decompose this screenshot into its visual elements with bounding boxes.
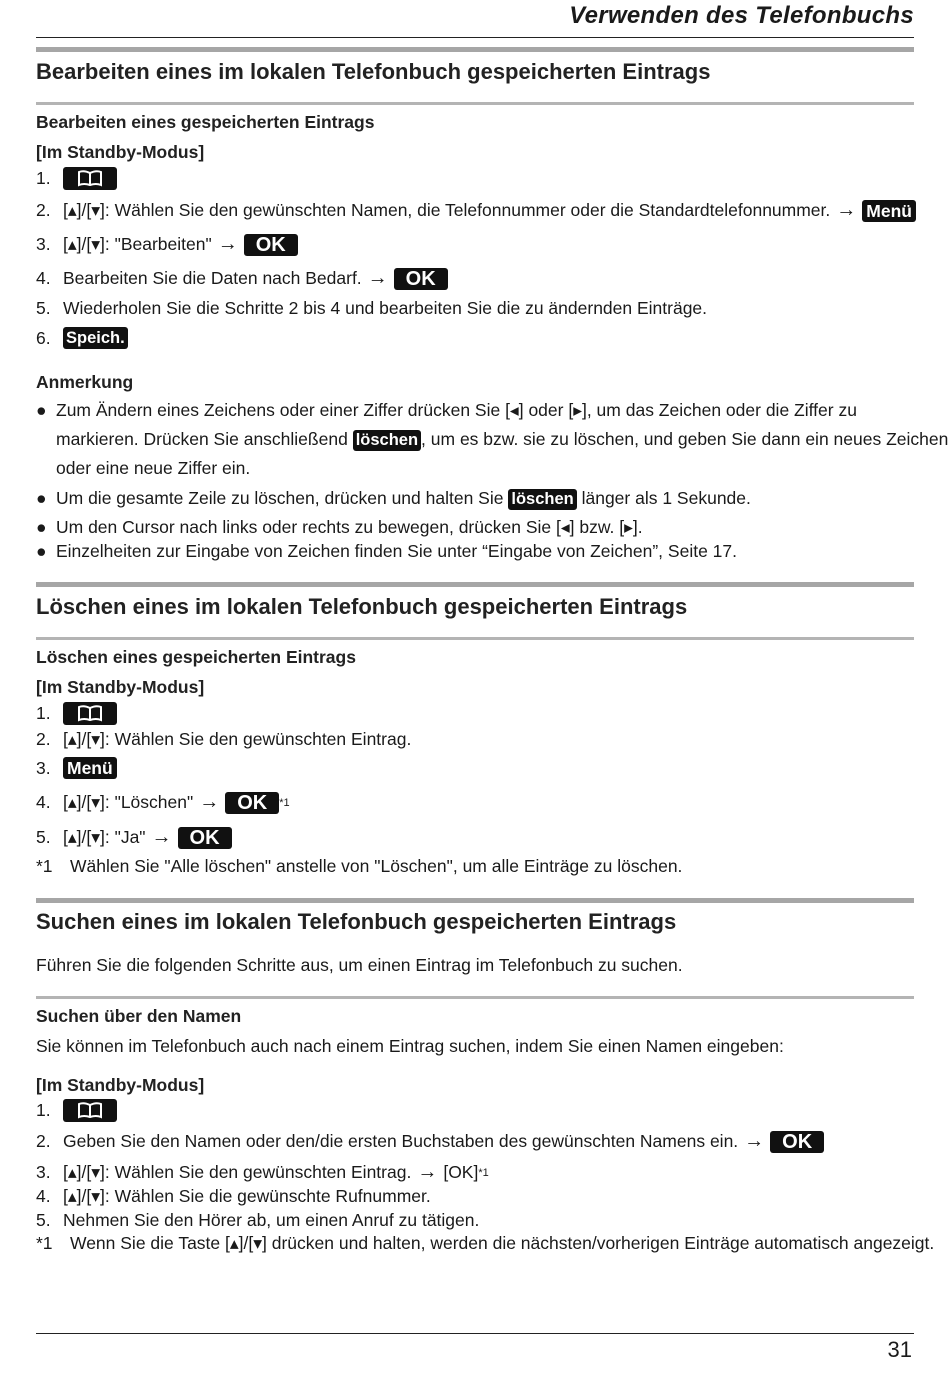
subsection-intro: Sie können im Telefonbuch auch nach einem Eintrag suchen, indem Sie einen Namen eingeben: <box>36 1036 784 1056</box>
subsection-title-delete: Löschen eines gespeicherten Eintrags <box>36 647 356 667</box>
step-4: 4. [▴]/[▾]: Wählen Sie die gewünschte Rufnummer. <box>36 1186 431 1206</box>
subsection-rule <box>36 637 914 640</box>
step-1: 1. <box>36 1099 117 1122</box>
step-3: 3. Menü <box>36 757 117 779</box>
section-title-edit: Bearbeiten eines im lokalen Telefonbuch gespeicherten Eintrags <box>36 59 711 84</box>
ok-key[interactable]: OK <box>178 827 232 849</box>
bullet-icon: ● <box>36 488 47 508</box>
footnote-ref: *1 <box>478 1166 489 1179</box>
step-4: 4. [▴]/[▾]: "Löschen" → OK *1 <box>36 791 290 814</box>
step-5: 5. Nehmen Sie den Hörer ab, um einen Anruf zu tätigen. <box>36 1210 480 1230</box>
ok-key[interactable]: OK <box>394 268 448 290</box>
step-1: 1. <box>36 702 117 725</box>
step-2: 2. Geben Sie den Namen oder den/die ersten Buchstaben des gewünschten Namens ein. → OK <box>36 1130 824 1153</box>
right-arrow-icon: → <box>151 826 172 848</box>
section-title-delete: Löschen eines im lokalen Telefonbuch gespeicherten Eintrags <box>36 594 688 619</box>
right-arrow-icon: → <box>217 233 238 255</box>
phonebook-icon[interactable] <box>63 1099 117 1122</box>
step-4: 4. Bearbeiten Sie die Daten nach Bedarf. → OK <box>36 267 448 290</box>
step-1: 1. <box>36 167 117 190</box>
step-3: 3. [▴]/[▾]: Wählen Sie den gewünschten Eintrag. → [OK] *1 <box>36 1161 489 1183</box>
delete-key[interactable]: löschen <box>508 489 576 510</box>
step-6: 6. Speich. <box>36 327 128 349</box>
section-intro: Führen Sie die folgenden Schritte aus, um einen Eintrag im Telefonbuch zu suchen. <box>36 955 683 975</box>
header-rule <box>36 37 914 38</box>
step-5: 5. Wiederholen Sie die Schritte 2 bis 4 und bearbeiten Sie die zu ändernden Einträge. <box>36 298 708 318</box>
manual-page: Verwenden des Telefonbuchs Bearbeiten eines im lokalen Telefonbuch gespeicherten Eintrags Bearbeiten eines gespeicherten Eintrags [Im Standby-Modus] 1. 2. [▴]/[▾]: Wählen Sie den gewünschten Namen, die Telefonnummer oder die Standardtelefonnummer. → Menü 3. [▴]/[▾]: "Bearbeiten" → OK 4. Bearbeiten Sie die Daten nach Bedarf. → OK 5. Wiederholen Sie die Schritte 2 bis 4 und bearbeiten Sie die zu ändernden Einträge. 6. Speich. Anmerkung ● Zum Ändern eines Zeichens oder einer Ziffer drücken Sie [◂] oder [▸], um das Zeichen oder die Ziffer zu markieren. Drücken Sie anschließend löschen , um es bzw. sie zu löschen, und geben Sie dann ein neues Zeichen oder eine neue Ziffer ein. ● Um die gesamte Zeile zu löschen, drücken und halten Sie löschen länger als 1 Sekunde. ● Um den Cursor nach links oder rechts zu bewegen, drücken Sie [◂] bzw. [▸]. ● Einzelheiten zur Eingabe von Zeichen finden Sie unter “Eingabe von Zeichen”, Seite 17. Löschen eines im lokalen Telefonbuch gespeicherten Eintrags Löschen eines gespeicherten Eintrags [Im Standby-Modus] 1. 2. [▴]/[▾]: Wählen Sie den gewünschten Eintrag. 3. Menü 4. [▴]/[▾]: "Löschen" → OK *1 5. [▴]/[▾]: "Ja" → OK *1 Wählen Sie "Alle löschen" anstelle von "Löschen", um alle Einträge zu löschen. Suchen eines im lokalen Telefonbuch gespeicherten Eintrags Führen Sie die folgenden Schritte aus, um einen Eintrag im Telefonbuch zu suchen. Suchen über den Namen Sie können im Telefonbuch auch nach einem Eintrag suchen, indem Sie einen Namen eingeben: [Im Standby-Modus] 1. 2. Geben Sie den Namen oder den/die ersten Buchstaben des gewünschten Namens ein. → OK 3. [▴]/[▾]: Wählen Sie den gewünschten Eintrag. → [OK] *1 4. [▴]/[▾]: Wählen Sie die gewünschte Rufnummer. 5. Nehmen Sie den Hörer ab, um einen Anruf zu tätigen. *1 Wenn Sie die Taste [▴]/[▾] drücken und halten, werden die nächsten/vorherigen Einträge automatisch angezeigt. 31 <box>36 2 949 1362</box>
step-2: 2. [▴]/[▾]: Wählen Sie den gewünschten Namen, die Telefonnummer oder die Standardtelefonnummer. → Menü <box>36 199 916 222</box>
menu-key[interactable]: Menü <box>862 200 916 222</box>
subsection-rule <box>36 996 914 999</box>
standby-mode-label: [Im Standby-Modus] <box>36 677 205 697</box>
save-key[interactable]: Speich. <box>63 327 128 349</box>
ok-key[interactable]: OK <box>244 234 298 256</box>
ok-key[interactable]: OK <box>225 792 279 814</box>
bullet-icon: ● <box>36 541 47 561</box>
subsection-title-edit: Bearbeiten eines gespeicherten Eintrags <box>36 112 375 132</box>
page-header-title: Verwenden des Telefonbuchs <box>569 2 914 29</box>
standby-mode-label: [Im Standby-Modus] <box>36 1075 205 1095</box>
section-rule <box>36 898 914 903</box>
section-rule <box>36 47 914 52</box>
footnote: *1 Wählen Sie "Alle löschen" anstelle von "Löschen", um alle Einträge zu löschen. <box>36 856 683 876</box>
phonebook-icon[interactable] <box>63 167 117 190</box>
footer-rule <box>36 1333 914 1334</box>
delete-key[interactable]: löschen <box>353 430 421 451</box>
page-number: 31 <box>887 1337 912 1362</box>
section-rule <box>36 582 914 587</box>
ok-key[interactable]: OK <box>770 1131 824 1153</box>
step-3: 3. [▴]/[▾]: "Bearbeiten" → OK <box>36 233 298 256</box>
note-title: Anmerkung <box>36 372 134 392</box>
bullet-icon: ● <box>36 517 47 537</box>
phonebook-icon[interactable] <box>63 702 117 725</box>
footnote: *1 Wenn Sie die Taste [▴]/[▾] drücken und halten, werden die nächsten/vorherigen Einträge automatisch angezeigt. <box>36 1233 935 1253</box>
standby-mode-label: [Im Standby-Modus] <box>36 142 205 162</box>
footnote-ref: *1 <box>279 796 290 809</box>
right-arrow-icon: → <box>744 1130 765 1152</box>
bullet-icon: ● <box>36 400 47 420</box>
section-title-search: Suchen eines im lokalen Telefonbuch gespeicherten Eintrags <box>36 909 677 934</box>
subsection-rule <box>36 102 914 105</box>
menu-key[interactable]: Menü <box>63 757 117 779</box>
subsection-title-search: Suchen über den Namen <box>36 1006 242 1026</box>
right-arrow-icon: → <box>836 199 857 221</box>
right-arrow-icon: → <box>367 267 388 289</box>
step-5: 5. [▴]/[▾]: "Ja" → OK <box>36 826 232 849</box>
right-arrow-icon: → <box>417 1161 438 1183</box>
right-arrow-icon: → <box>199 791 220 813</box>
step-2: 2. [▴]/[▾]: Wählen Sie den gewünschten Eintrag. <box>36 729 412 749</box>
